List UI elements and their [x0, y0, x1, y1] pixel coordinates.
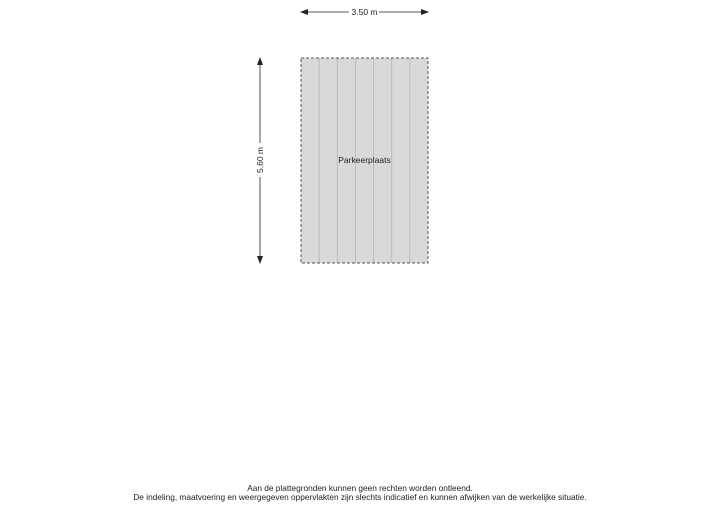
height-dimension	[255, 58, 265, 263]
width-dimension	[301, 7, 428, 17]
width-dimension-label: 3.50 m	[351, 7, 378, 17]
disclaimer-line-1: Aan de plattegronden kunnen geen rechten worden ontleend.	[247, 483, 473, 493]
parking-space	[301, 58, 428, 263]
disclaimer-line-2: De indeling, maatvoering en weergegeven oppervlakten zijn slechts indicatief en kunnen afwijken van de werkelijke situatie.	[133, 492, 587, 502]
room-label: Parkeerplaats	[338, 155, 391, 165]
height-dimension-label: 5.60 m	[255, 147, 265, 173]
